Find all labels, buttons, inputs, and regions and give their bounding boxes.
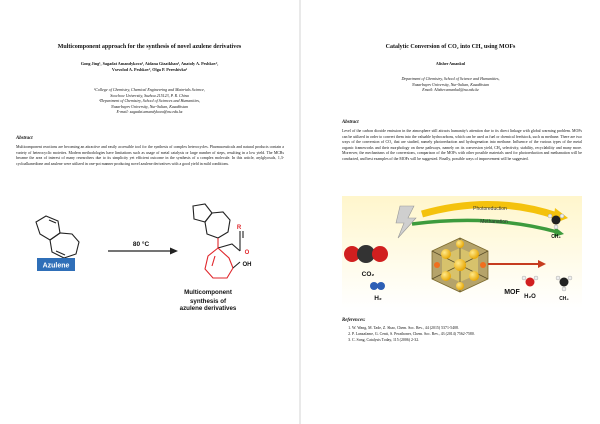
reference-item: 3. C. Song, Catalysis Today, 115 (2006) 2-32. [352,337,582,343]
caption-line-3: azulene derivatives [179,305,237,312]
affiliation-line: ¹College of Chemistry, Chemical Engineering and Materials Science, [94,87,205,92]
left-title: Multicomponent approach for the synthesis of novel azulene derivatives [57,44,242,50]
affiliation-line: Soochow University, Suzhou 215123, P. R. China [110,92,189,98]
product-structure [193,204,243,278]
affiliation-line: Department of Chemistry, School of Science and Humanities, [401,76,500,81]
references-heading: References: [342,318,366,323]
right-affiliations [321,76,580,93]
mof-label: MOF [504,289,520,296]
azulene-label: Azulene [42,262,70,270]
affiliation-line: Nazarbayev University, Nur-Sultan, Kazakhstan [111,103,188,109]
reference-item: 2. P. Lanzafame, G. Centi, S. Perathoner, Chem. Soc. Rev., 43 (2014) 7562-7580. [352,331,582,337]
references-list [342,325,582,343]
condition-label: 80 °C [132,241,150,248]
mof-figure [342,196,582,308]
affiliation-line: ²Department of Chemistry, School of Sciences and Humanities, [99,98,200,104]
caption-line-1: Multicomponent [184,289,232,296]
affiliation-email: Email: Alisher.amankul@nu.edu.kz [422,87,479,93]
authors-line-2: Vsevolod A. Peshkov², Olga P. Pereshivko¹ [111,67,188,72]
substituent-r: R [236,225,242,231]
right-abstract-heading: Abstract [342,120,359,125]
reference-item: 1. W. Wang, M. Tade, Z. Shao, Chem. Soc. Rev., 44 (2015) 5371-5408. [352,325,582,331]
authors-line-1: Gong Jing¹, Sagadat Amandykova², Aidana Gizatkhan², Anatoly A. Peshkov², [80,61,219,66]
right-page [301,0,600,424]
affiliation-line: Nazarbayev University, Nur-Sultan, Kazakhstan [412,81,489,87]
right-author: Alisher Amankul [435,61,466,66]
ch4-top-label: CH₄ [551,234,561,240]
left-abstract-heading: Abstract [16,136,33,141]
ch4-bottom-label: CH₄ [559,296,569,302]
co2-label: CO₂ [361,271,375,278]
left-page [0,0,299,424]
photoreduction-label: Photoreduction [473,206,507,212]
right-abstract-text: Level of the carbon dioxide emission in the atmosphere still attracts humanity's attention due to its direct linkage with global warming problem. MOFs can be utilized in order to convert them into the valuable hydrocarbons, which can be used as fuel or chemical feedstock, such as methane. There are two ways of the conversion of CO₂ that are studied, namely photoreduction and hydrogenation into methane. Influence of the various types of the metal organic frameworks and their morphology on these pathways, namely on its conversion yield, CH₄ selectivity, stability, recyclability and many more. Moreover, the mechanisms of the conversions, comparison of the MOFs with other possible materials used for photoreduction and methanation will be conducted, and best examples of the MOFs will be suggested. Finally, possible ways of improvement will be suggested. [342,129,582,161]
methanation-label: Methanation [480,219,508,225]
left-authors [20,61,279,73]
co2-molecule-icon [344,245,388,263]
caption-line-2: synthesis of [189,298,227,305]
arrow-head [170,248,178,255]
h2-label: H₂ [374,295,382,302]
reaction-scheme [0,196,299,306]
left-abstract-text: Multicomponent reactions are becoming an attractive and easily accessible tool for the synthesis of complex heterocycles. Pharmaceuticals and natural products contain a variety of heterocyclic moieties. Modern methodologies have limitations such as usage of metal catalysts or large number of steps, resulting in a low yield. The MCRs became the area of interest of many researchers due to its simplicity yet efficient outcome in the synthesis of a complex molecule. In this article, arylglyoxals, 1,3-cycloalkanedione and azulene were utilized in one-pot manner producing novel azulene derivatives with a good yield in mild conditions. [16,145,284,166]
right-title: Catalytic Conversion of CO₂ into CH₄ using MOFs [385,44,516,50]
group-oh: OH [242,262,252,268]
affiliation-email: E-mail: sagadat.amandykova@nu.edu.kz [116,109,183,115]
azulene-structure [36,216,79,258]
atom-o: O [244,250,250,256]
h2o-label: H₂O [524,294,536,300]
left-affiliations [20,87,279,115]
